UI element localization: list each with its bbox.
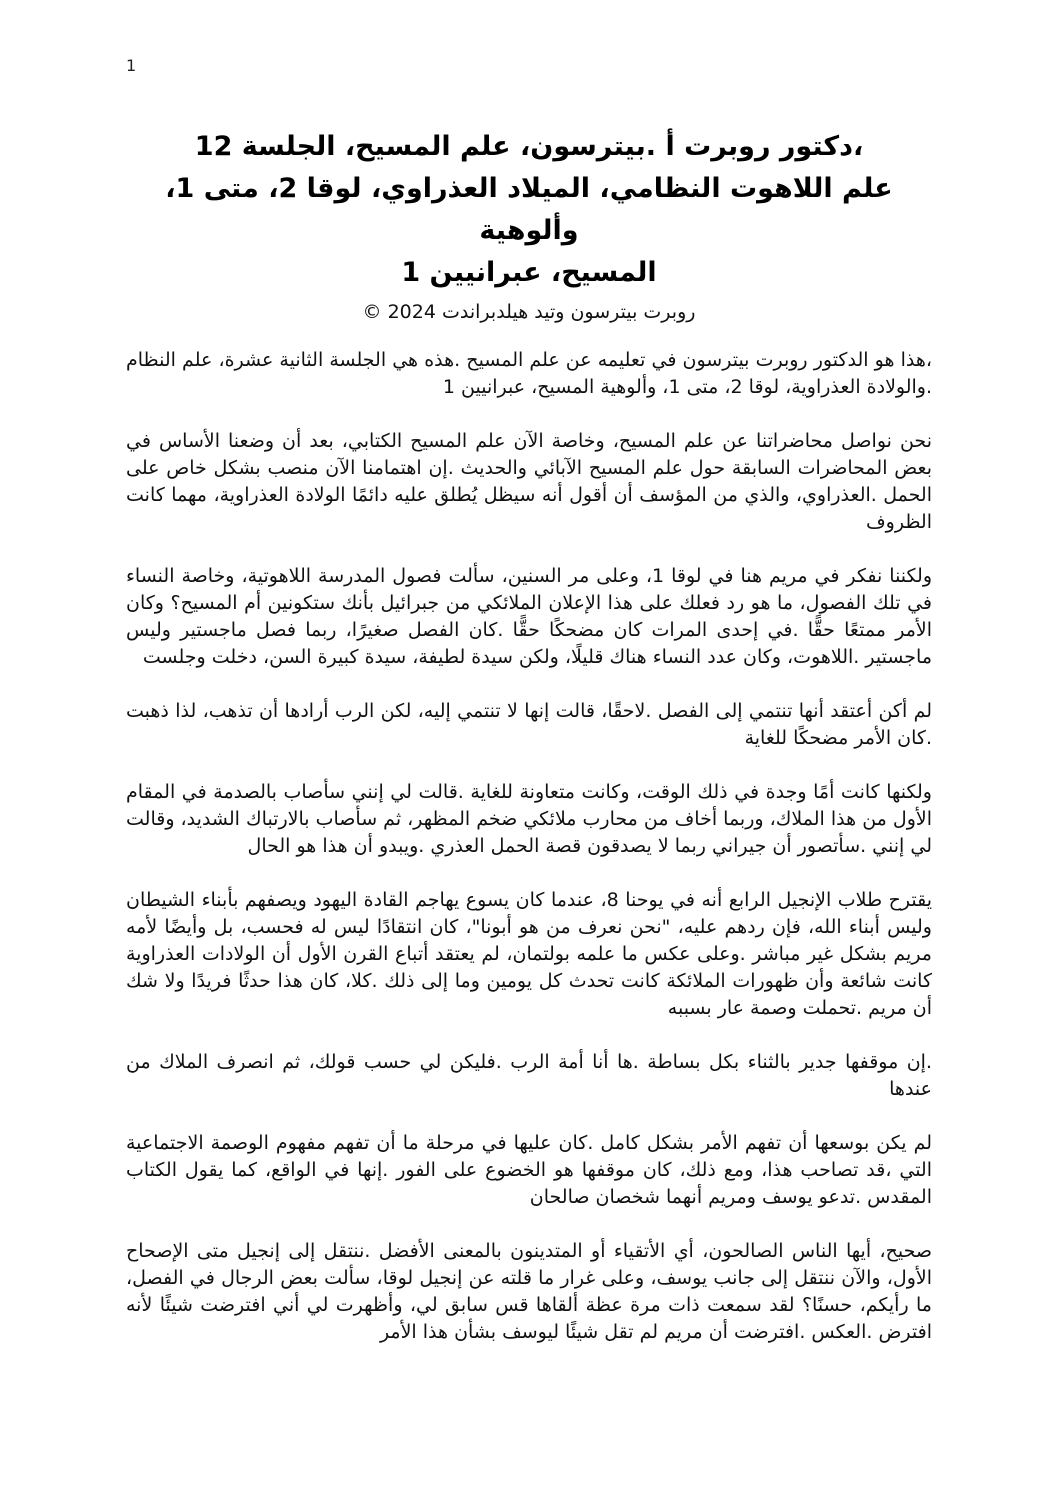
paragraph-9: صحيح، أيها الناس الصالحون، أي الأتقياء أو المتدينون بالمعنى الأفضل .ننتقل إلى إنجيل متى الإصحاح الأول، والآن ننتقل إلى جانب يوسف، وعلى غرار ما قلته عن إنجيل لوقا، سألت بعض الرجال في الفصل، ما رأيكم، حسنًا؟ لقد سمعت ذات مرة عظة ألقاها قس سابق لي، وأظهرت لي أني افترضت شيئًا لأنه افترض .العكس .افترضت أن مريم لم تقل شيئًا ليوسف بشأن هذا الأمر [126, 1240, 932, 1344]
copyright-line: روبرت بيترسون وتيد هيلدبراندت 2024 © [362, 301, 696, 324]
paragraph-5: ولكنها كانت أمًا وجدة في ذلك الوقت، وكانت متعاونة للغاية .قالت لي إنني سأصاب بالصدمة في المقام الأول من هذا الملاك، وربما أخاف من محارب ملائكي ضخم المظهر، ثم سأصاب بالارتباك الشديد، وقالت لي إنني .سأتصور أن جيراني ربما لا يصدقون قصة الحمل العذري .ويبدو أن هذا هو الحال [126, 781, 932, 858]
title-line-2: علم اللاهوت النظامي، الميلاد العذراوي، لوقا 2، متى 1، وألوهية [165, 172, 893, 246]
paragraph-3: ولكننا نفكر في مريم هنا في لوقا 1، وعلى مر السنين، سألت فصول المدرسة اللاهوتية، وخاصة النساء في تلك الفصول، ما هو رد فعلك على هذا الإعلان الملائكي من جبرائيل بأنك ستكونين أم المسيح؟ وكان الأمر ممتعًا حقًّا .في إحدى المرات كان مضحكًا حقًّا .كان الفصل صغيرًا، ربما فصل ماجستير وليس ماجستير .اللاهوت، وكان عدد النساء هناك قليلًا، ولكن سيدة لطيفة، سيدة كبيرة السن، دخلت وجلست [126, 565, 932, 669]
paragraph-8: لم يكن بوسعها أن تفهم الأمر بشكل كامل .كان عليها في مرحلة ما أن تفهم مفهوم الوصمة الاجتماعية التي ،قد تصاحب هذا، ومع ذلك، كان موقفها هو الخضوع على الفور .إنها في الواقع، كما يقول الكتاب المقدس .تدعو يوسف ومريم أنهما شخصان صالحان [126, 1132, 932, 1209]
document-title [126, 126, 932, 293]
title-line-3: المسيح، عبرانيين 1 [401, 256, 657, 288]
page-number: 1 [126, 56, 137, 75]
paragraph-4: لم أكن أعتقد أنها تنتمي إلى الفصل .لاحقًا، قالت إنها لا تنتمي إليه، لكن الرب أرادها أن تذهب، لذا ذهبت .كان الأمر مضحكًا للغاية [126, 700, 932, 750]
paragraph-2: نحن نواصل محاضراتنا عن علم المسيح، وخاصة الآن علم المسيح الكتابي، بعد أن وضعنا الأساس في بعض المحاضرات السابقة حول علم المسيح الآبائي والحديث .إن اهتمامنا الآن منصب بشكل خاص على الحمل .العذراوي، والذي من المؤسف أن أقول أنه سيظل يُطلق عليه دائمًا الولادة العذراوية، مهما كانت الظروف [126, 430, 932, 534]
paragraph-1: ،هذا هو الدكتور روبرت بيترسون في تعليمه عن علم المسيح .هذه هي الجلسة الثانية عشرة، علم النظام .والولادة العذراوية، لوقا 2، متى 1، وألوهية المسيح، عبرانيين 1 [126, 349, 932, 399]
paragraph-6: يقترح طلاب الإنجيل الرابع أنه في يوحنا 8، عندما كان يسوع يهاجم القادة اليهود ويصفهم بأبناء الشيطان وليس أبناء الله، فإن ردهم عليه، "نحن نعرف من هو أبونا"، كان انتقادًا ليس له فحسب، بل وأيضًا لأمه مريم بشكل غير مباشر .وعلى عكس ما علمه بولتمان، لم يعتقد أتباع القرن الأول أن الولادات العذراوية كانت شائعة وأن ظهورات الملائكة كانت تحدث كل يومين وما إلى ذلك .كلا، كان هذا حدثًا فريدًا ولا شك أن مريم .تحملت وصمة عار بسببه [126, 889, 932, 1020]
paragraph-7: .إن موقفها جدير بالثناء بكل بساطة .ها أنا أمة الرب .فليكن لي حسب قولك، ثم انصرف الملاك من عندها [126, 1051, 932, 1101]
title-line-1: ،دكتور روبرت أ .بيترسون، علم المسيح، الجلسة 12 [194, 131, 864, 162]
